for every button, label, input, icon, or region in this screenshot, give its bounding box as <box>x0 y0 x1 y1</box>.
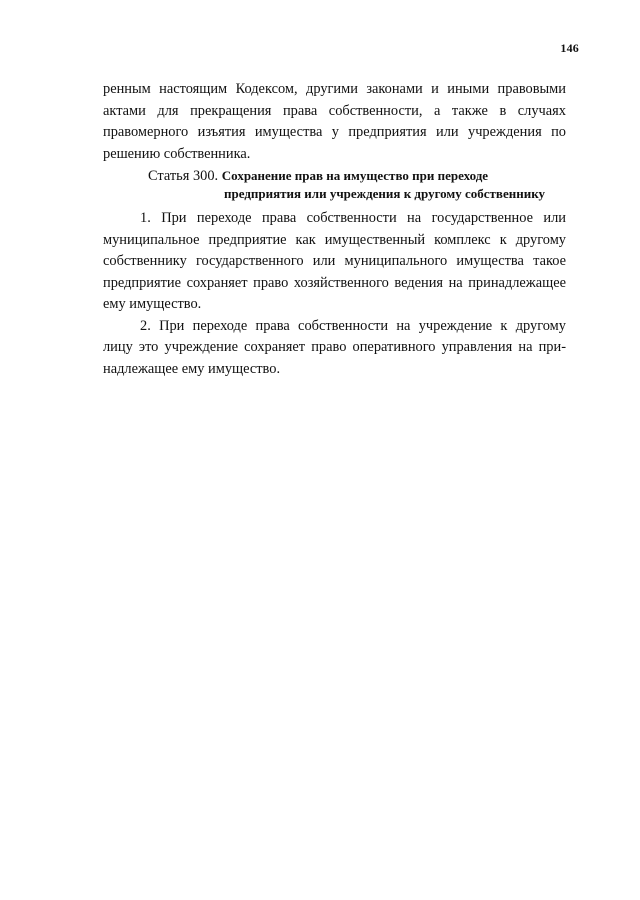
intro-paragraph <box>103 79 566 165</box>
paragraph-1-line: предприятие сохраняет право хозяйственного ведения на принадлежащее <box>103 274 566 291</box>
article-body <box>103 208 566 380</box>
paragraph-1-line: 1. При переходе права собственности на государственное или <box>140 210 566 226</box>
paragraph-2-line: надлежащее ему имущество. <box>103 360 281 377</box>
article-title: Сохранение прав на имущество при переходе <box>221 168 489 183</box>
article-title-continuation: предприятия или учреждения к другому собственнику <box>224 186 545 201</box>
article-heading <box>148 167 488 185</box>
paragraph-1-line: ему имущество. <box>103 296 202 312</box>
page-number: 146 <box>560 41 579 55</box>
paragraph-1-line: муниципальное предприятие как имущественный комплекс к другому <box>103 231 566 248</box>
article-label: Статья 300. <box>148 168 219 184</box>
intro-line: решению собственника. <box>103 145 251 162</box>
intro-line: актами для прекращения права собственности, а также в случаях <box>103 102 566 119</box>
paragraph-2-line: лицу это учреждение сохраняет право оперативного управления на при- <box>103 339 566 355</box>
paragraph-2-line: 2. При переходе права собственности на учреждение к другому <box>140 317 566 334</box>
intro-line: ренным настоящим Кодексом, другими законами и иными правовыми <box>103 81 566 97</box>
intro-line: правомерного изъятия имущества у предприятия или учреждения по <box>103 124 566 140</box>
paragraph-1-line: собственнику государственного или муниципального имущества такое <box>103 253 566 269</box>
